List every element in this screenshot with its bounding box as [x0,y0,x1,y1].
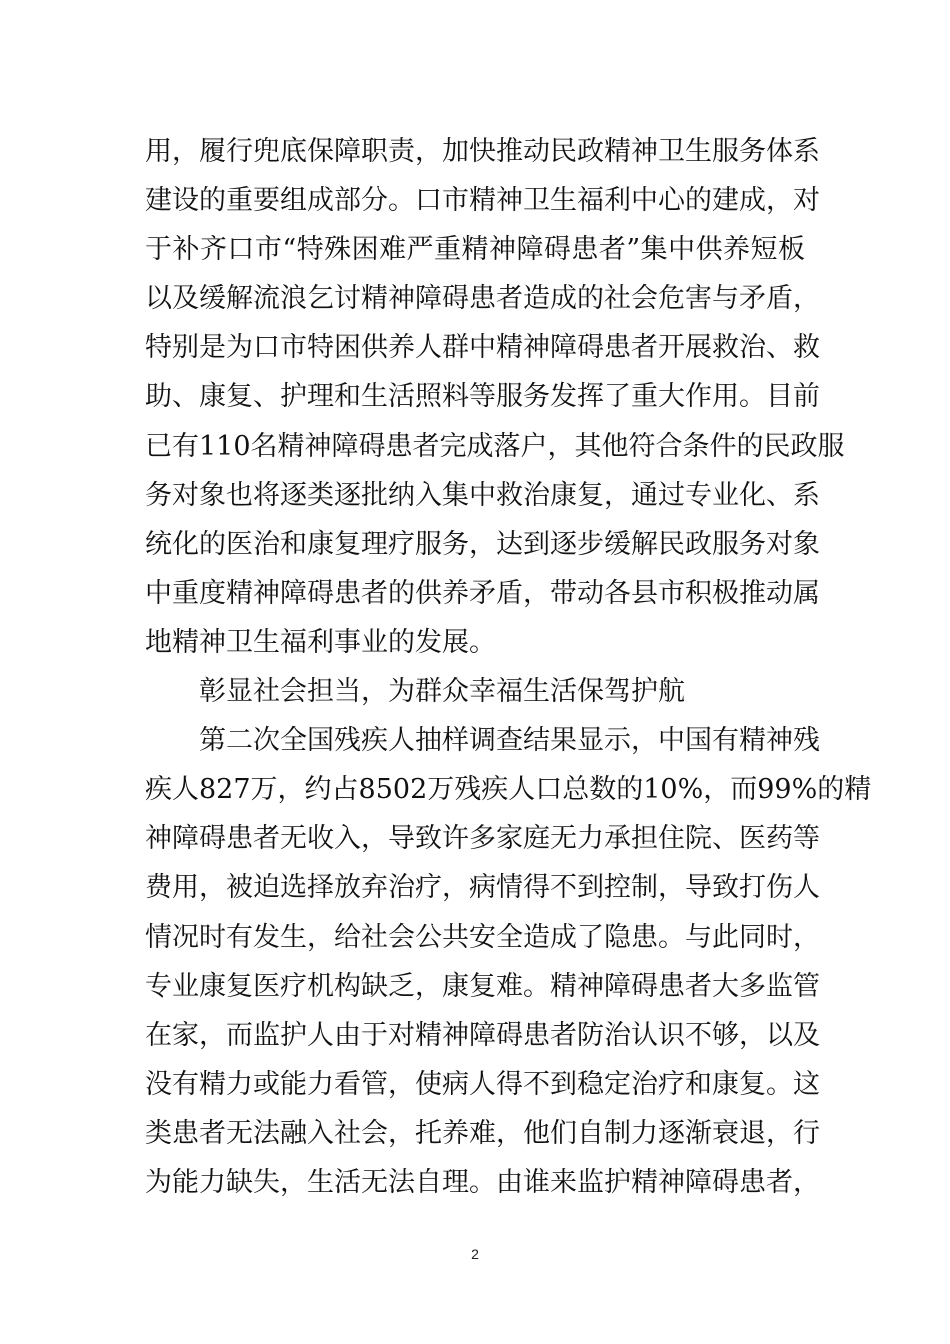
text-line: 第二次全国残疾人抽样调查结果显示，中国有精神残 [199,725,820,757]
text-line: 情况时有发生，给社会公共安全造成了隐患。与此同时， [145,921,820,953]
text-line: 已有110名精神障碍患者完成落户，其他符合条件的民政服 [145,430,845,462]
text-line: 费用，被迫选择放弃治疗，病情得不到控制，导致打伤人 [145,872,820,904]
text-line: 建设的重要组成部分。口市精神卫生福利中心的建成，对 [145,185,820,217]
text-line: 以及缓解流浪乞讨精神障碍患者造成的社会危害与矛盾， [145,283,820,315]
text-line: 神障碍患者无收入，导致许多家庭无力承担住院、医药等 [145,823,820,855]
text-line: 没有精力或能力看管，使病人得不到稳定治疗和康复。这 [145,1068,820,1100]
text-line: 特别是为口市特困供养人群中精神障碍患者开展救治、救 [145,332,820,364]
text-line: 在家，而监护人由于对精神障碍患者防治认识不够，以及 [145,1019,820,1051]
page-number: 2 [471,1246,479,1262]
text-line: 地精神卫生福利事业的发展。 [145,626,496,658]
text-line: 助、康复、护理和生活照料等服务发挥了重大作用。目前 [145,381,820,413]
text-line: 务对象也将逐类逐批纳入集中救治康复，通过专业化、系 [145,479,820,511]
text-line: 疾人827万，约占8502万残疾人口总数的10%，而99%的精 [145,774,872,806]
text-line: 用，履行兜底保障职责，加快推动民政精神卫生服务体系 [145,136,820,167]
text-line: 专业康复医疗机构缺乏，康复难。精神障碍患者大多监管 [145,970,820,1002]
section-heading: 彰显社会担当，为群众幸福生活保驾护航 [199,676,685,708]
text-line: 中重度精神障碍患者的供养矛盾，带动各县市积极推动属 [145,577,820,609]
body-text [145,127,872,1207]
text-line: 类患者无法融入社会，托养难，他们自制力逐渐衰退，行 [145,1117,820,1149]
text-line: 统化的医治和康复理疗服务，达到逐步缓解民政服务对象 [145,528,820,560]
text-line: 为能力缺失，生活无法自理。由谁来监护精神障碍患者， [145,1166,820,1198]
text-line: 于补齐口市“特殊困难严重精神障碍患者”集中供养短板 [145,234,805,266]
